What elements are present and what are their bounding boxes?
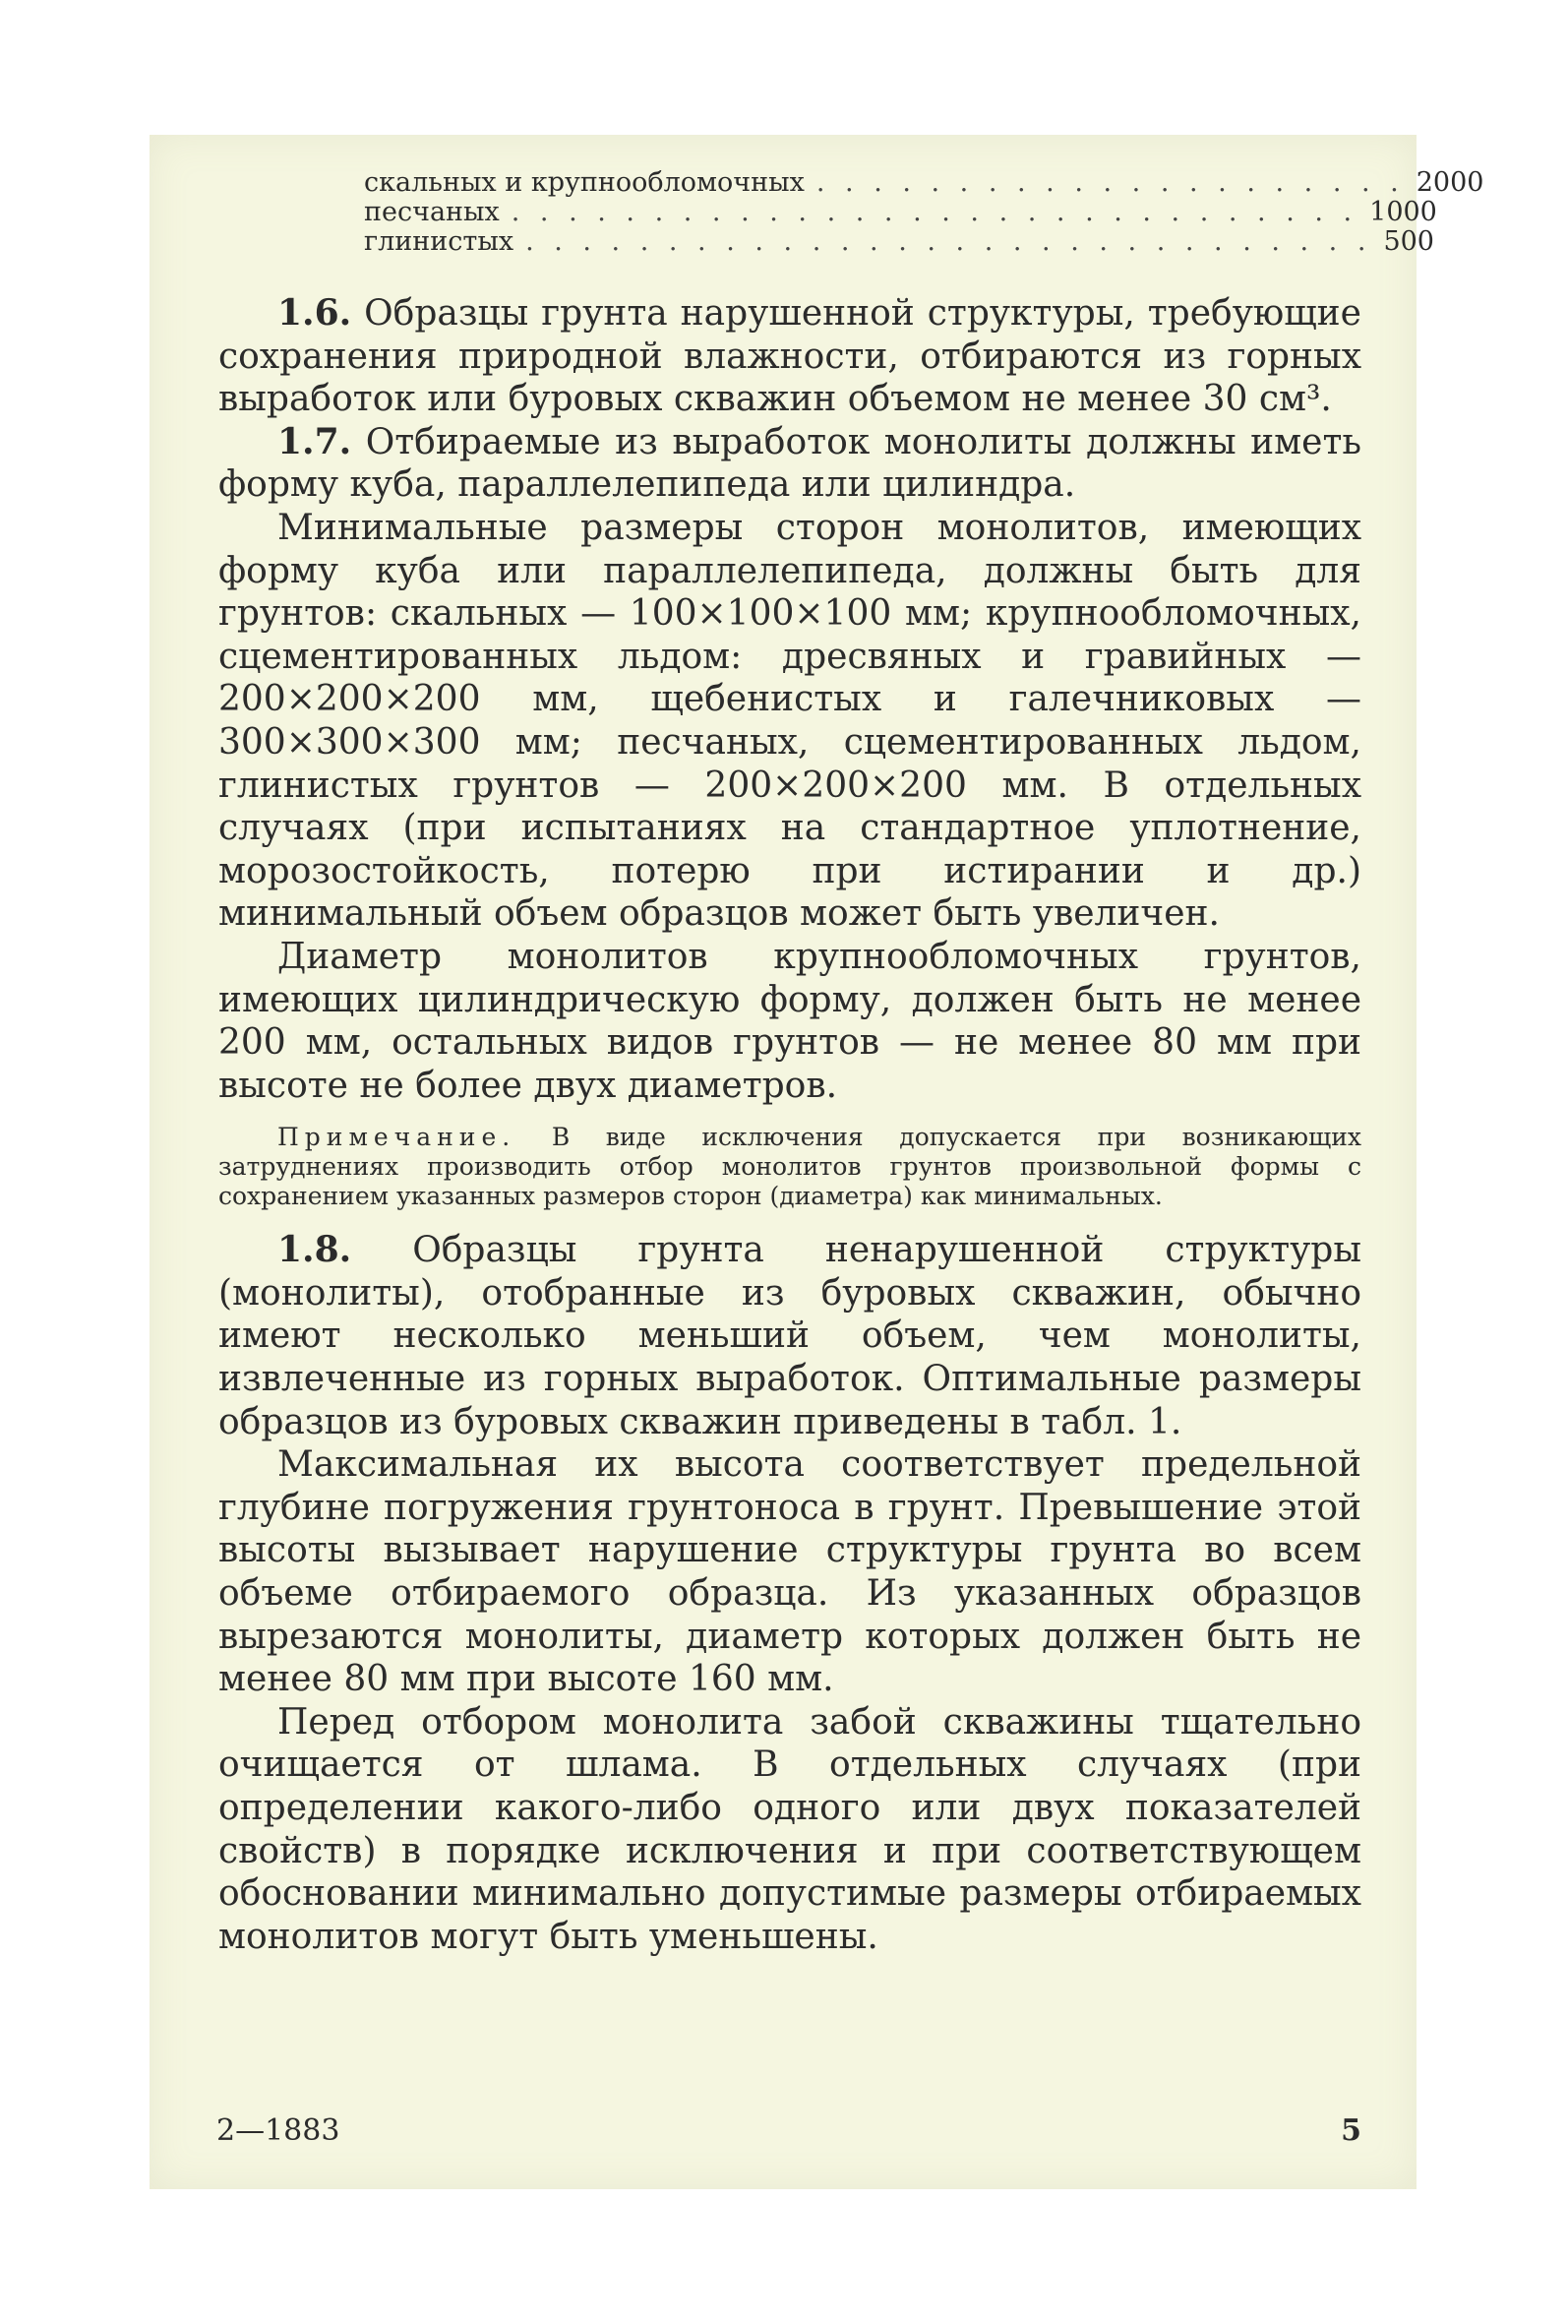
paragraph-text: Образцы грунта ненарушенной структуры (монолиты), отобранные из буровых скважин, обычно имеют несколько меньший объем, чем монолиты, извлеченные из горных выработок. Оптимальные размеры образцов из буровых скважин приведены в табл. 1. <box>218 1230 1361 1442</box>
materials-list <box>364 167 1484 257</box>
paragraph-text: Отбираемые из выработок монолиты должны иметь форму куба, параллелепипеда или цилиндра. <box>218 421 1361 506</box>
paragraph-1-8-cleaning: Перед отбором монолита забой скважины тщательно очищается от шлама. В отдельных случаях (при определении какого-либо одного или двух показателей свойств) в порядке исключения и при соответствующем обосновании минимально допустимые размеры отбираемых монолитов могут быть уменьшены. <box>218 1701 1361 1957</box>
note-lead: Примечание. <box>277 1123 516 1152</box>
section-number: 1.6. <box>277 292 352 334</box>
note <box>218 1123 1361 1211</box>
page-number: 5 <box>1341 2113 1361 2148</box>
note-text: В виде исключения допускается при возникающих затруднениях производить отбор монолитов грунтов произвольной формы с сохранением указанных размеров сторон (диаметра) как минимальных. <box>218 1123 1361 1211</box>
page-content <box>218 167 1484 1958</box>
section-number: 1.7. <box>277 420 352 462</box>
signature-mark: 2—1883 <box>216 2113 340 2148</box>
paragraph-1-8-height: Максимальная их высота соответствует предельной глубине погружения грунтоноса в грунт. Превышение этой высоты вызывает нарушение структуры грунта во всем объеме отбираемого образца. Из указанных образцов вырезаются монолиты, диаметр которых должен быть не менее 80 мм при высоте 160 мм. <box>218 1444 1361 1700</box>
material-value: 1000 <box>1369 197 1437 227</box>
paragraph-1-7-diameter: Диаметр монолитов крупнообломочных грунтов, имеющих цилиндрическую форму, должен быть не менее 200 мм, остальных видов грунтов — не менее 80 мм при высоте не более двух диаметров. <box>218 936 1361 1106</box>
section-number: 1.8. <box>277 1229 352 1271</box>
material-value: 2000 <box>1416 167 1484 198</box>
paragraph-1-6 <box>218 292 1361 421</box>
paragraph-1-7 <box>218 421 1361 507</box>
paragraph-text: Образцы грунта нарушенной структуры, требующие сохранения природной влажности, отбираются из горных выработок или буровых скважин объемом не менее 30 см³. <box>218 293 1361 420</box>
material-value: 500 <box>1383 226 1434 257</box>
paragraph-1-7-sizes: Минимальные размеры сторон монолитов, имеющих форму куба или параллелепипеда, должны быть для грунтов: скальных — 100×100×100 мм; крупнообломочных, сцементированных льдом: дресвяных и гравийных — 200×200×200 мм, щебенистых и галечниковых — 300×300×300 мм; песчаных, сцементированных льдом, глинистых грунтов — 200×200×200 мм. В отдельных случаях (при испытаниях на стандартное уплотнение, морозостойкость, потерю при истирании и др.) минимальный объем образцов может быть увеличен. <box>218 507 1361 935</box>
material-row: песчаных . . . . . . . . . . . . . . . . . . . . . . . . . . . . . . 1000 <box>364 197 1437 227</box>
page-footer <box>216 2113 1361 2148</box>
material-name: песчаных <box>364 197 500 227</box>
material-row: глинистых . . . . . . . . . . . . . . . . . . . . . . . . . . . . . . 500 <box>364 226 1434 257</box>
paragraph-1-8 <box>218 1229 1361 1443</box>
document-page <box>150 135 1484 2189</box>
material-name: глинистых <box>364 226 514 257</box>
material-row: скальных и крупнообломочных . . . . . . . . . . . . . . . . . . . . . 2000 <box>364 167 1484 198</box>
material-name: скальных и крупнообломочных <box>364 167 805 198</box>
